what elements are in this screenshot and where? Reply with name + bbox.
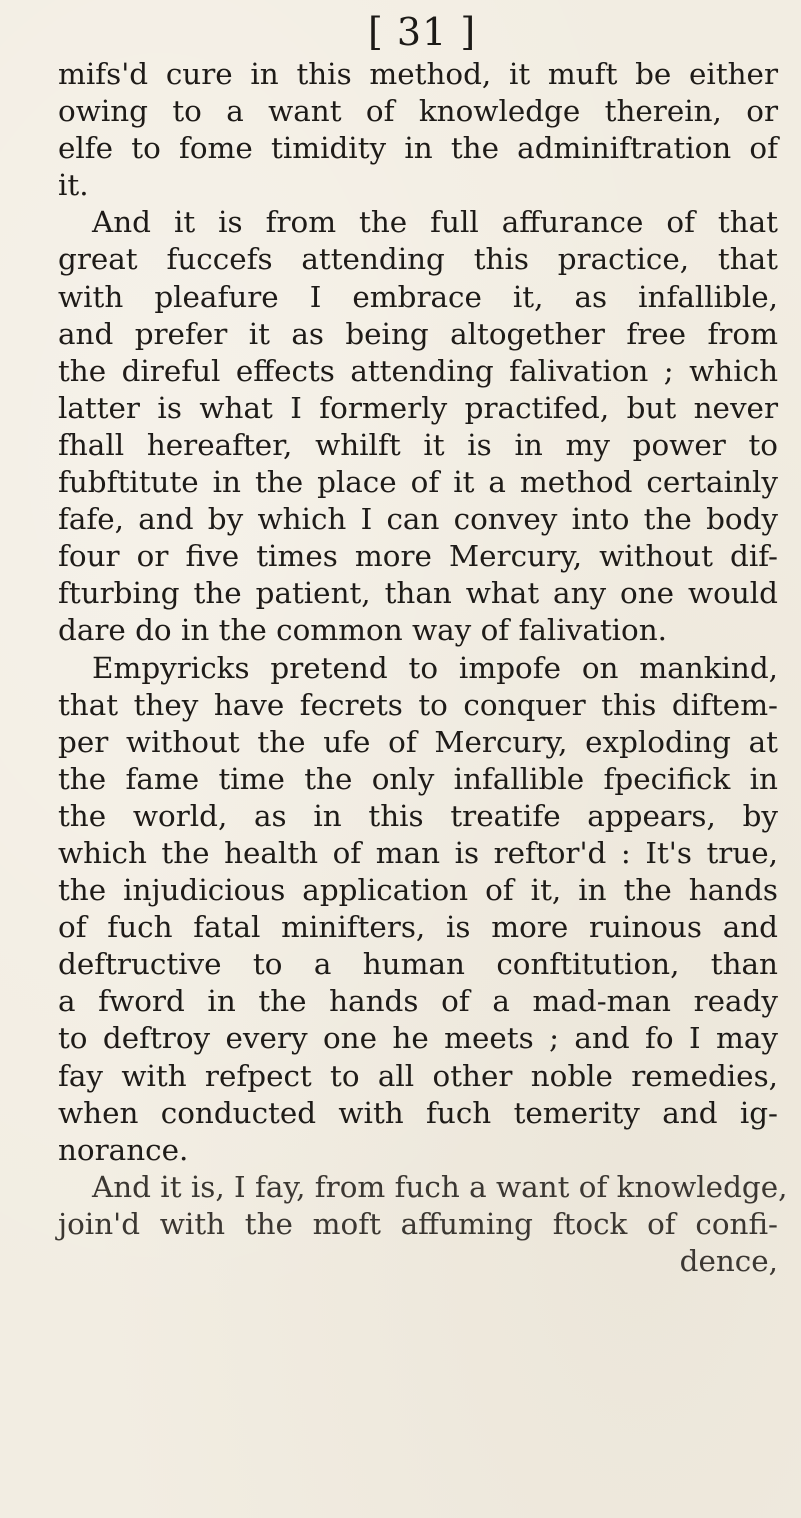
text-line: latter is what I formerly practifed, but never (58, 390, 778, 425)
text-line: And it is, I fay, from fuch a want of knowledge, (92, 1169, 788, 1204)
text-line: a fword in the hands of a mad-man ready (58, 984, 778, 1019)
text-line: norance. (58, 1132, 189, 1167)
text-line: the fame time the only infallible fpecifick in (58, 761, 778, 796)
text-line: owing to a want of knowledge therein, or (58, 94, 778, 129)
text-line: of fuch fatal minifters, is more ruinous and (58, 910, 778, 945)
text-line: fafe, and by which I can convey into the body (58, 502, 778, 537)
text-line: the injudicious application of it, in the hands (58, 873, 778, 908)
text-line: dence, (679, 1244, 778, 1278)
text-line: and prefer it as being altogether free from (58, 316, 778, 351)
text-line: the world, as in this treatife appears, by (58, 798, 778, 833)
text-line: per without the ufe of Mercury, exploding at (58, 724, 778, 759)
text-line: when conducted with fuch temerity and ig- (58, 1095, 778, 1130)
text-line: fturbing the patient, than what any one would (58, 576, 778, 611)
text-line: Empyricks pretend to impofe on mankind, (92, 650, 778, 685)
text-line: it. (58, 168, 89, 203)
text-line: with pleafure I embrace it, as infallible, (58, 279, 778, 314)
text-line: which the health of man is reftor'd : It's true, (58, 835, 778, 870)
text-line: great fuccefs attending this practice, that (58, 242, 778, 277)
text-line: fay with refpect to all other noble remedies, (58, 1058, 778, 1093)
text-line: the direful effects attending falivation ; which (58, 353, 778, 388)
body-text (58, 56, 788, 1280)
text-line: that they have fecrets to conquer this diftem- (58, 687, 778, 722)
text-line: mifs'd cure in this method, it muft be either (58, 57, 778, 91)
text-line: fhall hereafter, whilft it is in my power to (58, 427, 778, 462)
text-line: elfe to fome timidity in the adminiftration of (58, 131, 778, 166)
text-line: join'd with the moft affuming ftock of confi- (58, 1206, 778, 1241)
page-number: [ 31 ] (368, 10, 477, 54)
text-line: dare do in the common way of falivation. (58, 613, 668, 648)
text-line: four or five times more Mercury, without dif- (58, 539, 778, 574)
text-line: deftructive to a human conftitution, than (58, 947, 778, 982)
text-line: fubftitute in the place of it a method certainly (58, 465, 778, 500)
text-line: And it is from the full affurance of that (92, 205, 778, 240)
text-line: to deftroy every one he meets ; and fo I may (58, 1021, 778, 1056)
